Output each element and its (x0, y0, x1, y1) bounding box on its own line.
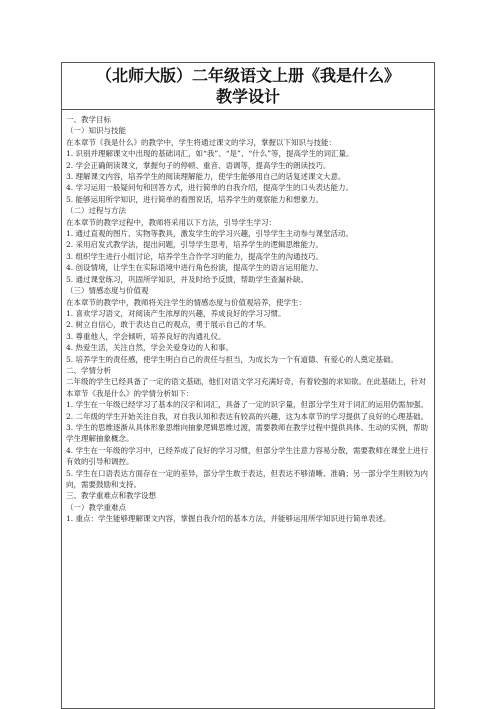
text-line: 1. 学生在一年级已经学习了基本的汉字和词汇，具备了一定的识字量，但部分学生对于词汇的运用仍需加强。 (66, 400, 429, 410)
text-line: 5. 通过课堂练习，巩固所学知识，并及时给予反馈，帮助学生查漏补缺。 (66, 274, 309, 284)
text-line: 在本章节的教学中，教师将关注学生的情感态度与价值观培养，使学生： (66, 297, 306, 307)
text-line: 1. 通过直观的图片、实物等教具，激发学生的学习兴趣，引导学生主动参与课堂活动。 (66, 229, 354, 239)
text-line: 三、教学重难点和教学设想 (66, 491, 156, 501)
text-line: （一）知识与技能 (66, 126, 126, 136)
text-line: 2. 采用启发式教学法，提出问题，引导学生思考，培养学生的逻辑思维能力。 (66, 240, 324, 250)
title-box (61, 62, 435, 109)
text-line: （一）教学重难点 (66, 502, 126, 512)
text-line: 4. 热爱生活，关注自然，学会关爱身边的人和事。 (66, 343, 234, 353)
text-line: 2. 树立自信心，敢于表达自己的观点，勇于展示自己的才华。 (66, 320, 271, 330)
document-title: （北师大版）二年级语文上册《我是什么》 (95, 66, 400, 85)
text-line: 3. 尊重他人，学会倾听，培养良好的沟通礼仪。 (66, 331, 226, 341)
text-line: 3. 学生的思维逐渐从具体形象思维向抽象逻辑思维过渡，需要教师在教学过程中提供具体、生动的实例，帮助学生理解抽象概念。 (66, 422, 429, 444)
text-line: 1. 识别并理解课文中出现的基础词汇，如“我”、“是”、“什么”等，提高学生的词汇量。 (66, 149, 354, 159)
text-line: 3. 理解课文内容，培养学生的阅读理解能力，使学生能够用自己的话复述课文大意。 (66, 172, 346, 182)
text-line: 1. 重点：学生能够理解课文内容，掌握自我介绍的基本方法，并能够运用所学知识进行简单表述。 (66, 514, 391, 524)
text-line: 5. 能够运用所学知识，进行简单的看图说话，培养学生的观察能力和想象力。 (66, 194, 324, 204)
text-line: 2. 学会正确朗读课文，掌握句子的停顿、重音、语调等，提高学生的朗读技巧。 (66, 160, 331, 170)
document-body (62, 110, 434, 525)
text-line: 4. 创设情境，让学生在实际语境中进行角色扮演，提高学生的语言运用能力。 (66, 263, 324, 273)
document-subtitle: 教学设计 (215, 87, 280, 106)
text-line: 在本章节的教学过程中，教师将采用以下方法，引导学生学习： (66, 217, 276, 227)
text-line: 一、教学目标 (66, 115, 111, 124)
text-line: 在本章节《我是什么》的教学中，学生将通过课文的学习，掌握以下知识与技能： (66, 137, 336, 147)
text-line: 3. 组织学生进行小组讨论，培养学生合作学习的能力，提高学生的沟通技巧。 (66, 251, 324, 261)
text-line: 二年级的学生已经具备了一定的语文基础，他们对语文学习充满好奇，有着较强的求知欲。在此基础上，针对本章节《我是什么》的学情分析如下： (66, 377, 426, 398)
text-line: 4. 学生在一年级的学习中，已经养成了良好的学习习惯，但部分学生注意力容易分散，需要教师在课堂上进行有效的引导和调控。 (66, 445, 429, 467)
text-line: 二、学情分析 (66, 365, 111, 375)
text-line: 5. 培养学生的责任感，使学生明白自己的责任与担当，为成长为一个有道德、有爱心的人奠定基础。 (66, 354, 399, 364)
text-line: （三）情感态度与价值观 (66, 286, 149, 296)
content-box (61, 109, 435, 709)
text-line: 5. 学生在口语表达方面存在一定的差异，部分学生敢于表达，但表达不够清晰、准确；另一部分学生则较为内向，需要鼓励和支持。 (66, 468, 429, 489)
text-line: 2. 二年级的学生开始关注自我，对自我认知和表达有较高的兴趣，这为本章节的学习提供了良好的心理基础。 (66, 411, 429, 421)
text-line: 1. 喜欢学习语文，对阅读产生浓厚的兴趣，养成良好的学习习惯。 (66, 308, 286, 318)
text-line: （二）过程与方法 (66, 206, 126, 216)
text-line: 4. 学习运用一般疑问句和回答方式，进行简单的自我介绍，提高学生的口头表达能力。 (66, 183, 354, 193)
